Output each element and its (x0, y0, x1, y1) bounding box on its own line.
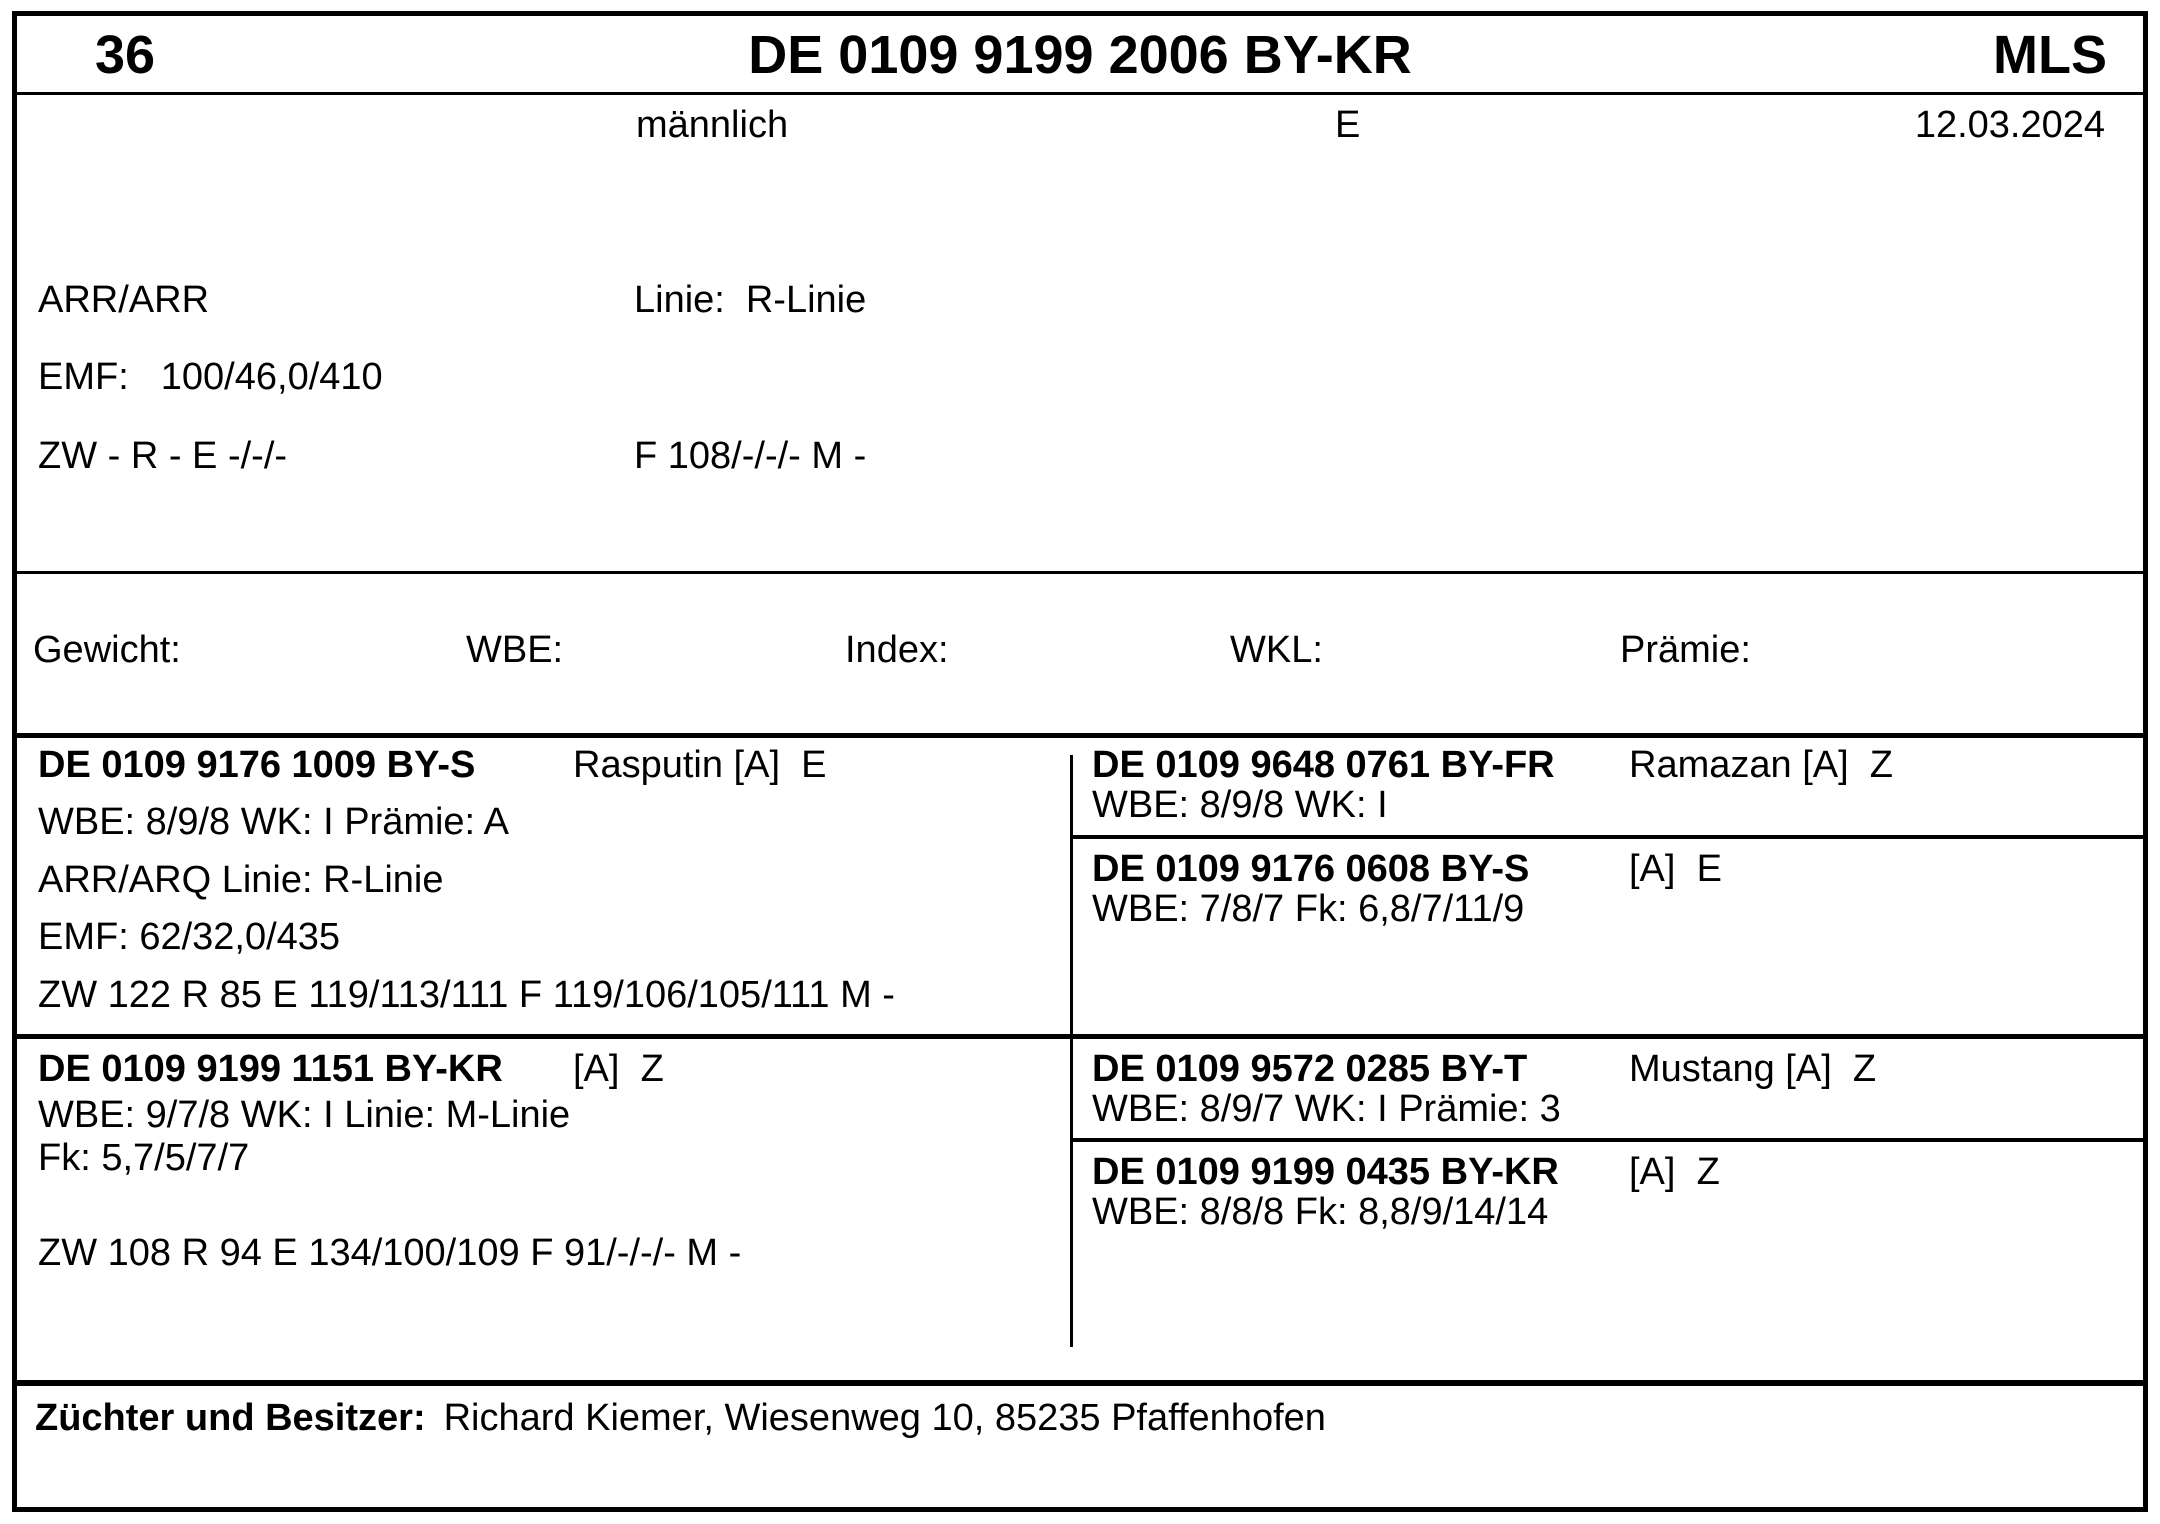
sires-sire-name: Ramazan [A] Z (1629, 744, 1893, 786)
divider-header (17, 92, 2143, 95)
linie-label: Linie: (634, 279, 725, 321)
dams-sire-detail-line: WBE: 8/9/7 WK: I Prämie: 3 (1092, 1088, 1561, 1130)
divider-info (17, 571, 2143, 574)
sires-sire-detail-line: WBE: 8/9/8 WK: I (1092, 784, 1388, 826)
dams-dam-name: [A] Z (1629, 1151, 1720, 1193)
dams-sire-id: DE 0109 9572 0285 BY-T (1092, 1048, 1528, 1090)
date-value: 12.03.2024 (1914, 104, 2105, 146)
dam-id: DE 0109 9199 1151 BY-KR (38, 1048, 503, 1090)
index-label: Index: (845, 629, 949, 671)
wbe-label: WBE: (466, 629, 564, 671)
breeder-owner-label: Züchter und Besitzer: (35, 1397, 426, 1439)
dams-dam-detail-line: WBE: 8/8/8 Fk: 8,8/9/14/14 (1092, 1191, 1549, 1233)
gewicht-label: Gewicht: (33, 629, 181, 671)
breeder-owner-value: Richard Kiemer, Wiesenweg 10, 85235 Pfaffenhofen (443, 1397, 1326, 1439)
divider-dams-dam (1073, 1138, 2143, 1142)
zw-value: ZW - R - E -/-/- (38, 435, 288, 477)
sire-detail-line: ZW 122 R 85 E 119/113/111 F 119/106/105/111 M - (38, 974, 895, 1016)
sires-dam-name: [A] E (1629, 848, 1722, 890)
station-code: MLS (1993, 25, 2107, 85)
sires-dam-id: DE 0109 9176 0608 BY-S (1092, 848, 1530, 890)
breeder-owner-row (35, 1399, 1326, 1437)
sires-sire-id: DE 0109 9648 0761 BY-FR (1092, 744, 1555, 786)
sire-detail-line: WBE: 8/9/8 WK: I Prämie: A (38, 801, 509, 843)
catalog-number: 36 (94, 25, 156, 85)
divider-pedigree-vertical (1070, 755, 1073, 1347)
sex-value: männlich (636, 104, 789, 146)
emf-row (38, 358, 383, 396)
sire-detail-line: ARR/ARQ Linie: R-Linie (38, 859, 444, 901)
linie-value: R-Linie (745, 279, 867, 321)
divider-sires-dam (1073, 835, 2143, 839)
linie-row (634, 281, 866, 319)
dam-detail-line: WBE: 9/7/8 WK: I Linie: M-Linie (38, 1094, 571, 1136)
sires-dam-detail-line: WBE: 7/8/7 Fk: 6,8/7/11/9 (1092, 888, 1525, 930)
wkl-label: WKL: (1230, 629, 1323, 671)
divider-pedigree-mid (17, 1034, 2143, 1039)
praemie-label: Prämie: (1620, 629, 1751, 671)
class-value: E (1335, 104, 1361, 146)
emf-value: 100/46,0/410 (160, 356, 383, 398)
f-value: F 108/-/-/- M - (634, 435, 867, 477)
dam-detail-line: ZW 108 R 94 E 134/100/109 F 91/-/-/- M - (38, 1232, 742, 1274)
sire-name: Rasputin [A] E (573, 744, 827, 786)
divider-footer (17, 1380, 2143, 1386)
sire-id: DE 0109 9176 1009 BY-S (38, 744, 476, 786)
divider-pedigree-top (17, 733, 2143, 738)
sire-detail-line: EMF: 62/32,0/435 (38, 916, 341, 958)
dam-detail-line: Fk: 5,7/5/7/7 (38, 1137, 250, 1179)
genotype-value: ARR/ARR (38, 279, 210, 321)
emf-label: EMF: (38, 356, 129, 398)
dams-sire-name: Mustang [A] Z (1629, 1048, 1877, 1090)
animal-id-title: DE 0109 9199 2006 BY-KR (748, 25, 1412, 85)
dam-name: [A] Z (573, 1048, 664, 1090)
dams-dam-id: DE 0109 9199 0435 BY-KR (1092, 1151, 1559, 1193)
